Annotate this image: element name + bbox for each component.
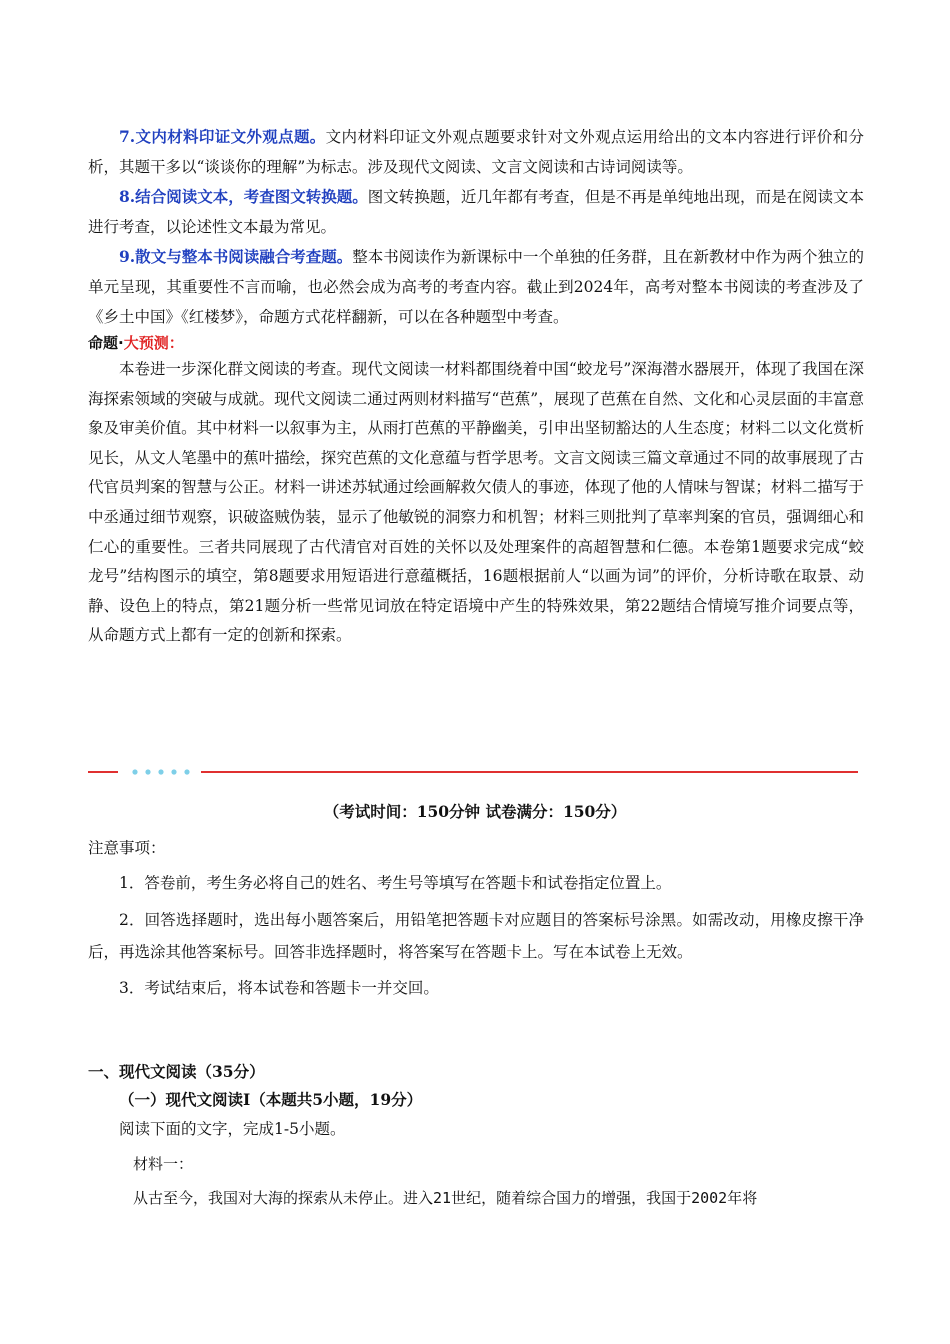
prediction-heading-red: 大预测 bbox=[123, 334, 169, 352]
prediction-heading-colon: ： bbox=[168, 334, 184, 352]
divider-dot-5 bbox=[184, 769, 189, 774]
section-divider bbox=[88, 764, 858, 780]
item-9-title: 9.散文与整本书阅读融合考查题。 bbox=[119, 247, 353, 266]
prediction-heading-black: 命题 bbox=[88, 334, 119, 352]
divider-dot-1 bbox=[132, 769, 137, 774]
prediction-heading-dot: · bbox=[118, 334, 124, 352]
section-title: 一、现代文阅读（35分） bbox=[88, 1062, 265, 1081]
item-7-title: 7.文内材料印证文外观点题。 bbox=[119, 127, 326, 146]
item-8-title: 8.结合阅读文本，考查图文转换题。 bbox=[119, 187, 368, 206]
section-subtitle: （一）现代文阅读Ⅰ（本题共5小题，19分） bbox=[119, 1090, 423, 1109]
prediction-paragraph: 本卷进一步深化群文阅读的考查。现代文阅读一材料都围绕着中国“蛟龙号”深海潜水器展开，体现了我国在深海探索领域的突破与成就。现代文阅读二通过两则材料描写“芭蕉”，展现了芭蕉在自然、文化和心灵层面的丰富意象及审美价值。其中材料一以叙事为主，从雨打芭蕉的平静幽美，引申出坚韧豁达的人生态度；材料二以文化赏析见长，从文人笔墨中的蕉叶描绘，探究芭蕉的文化意蕴与哲学思考。文言文阅读三篇文章通过不同的故事展现了古代官员判案的智慧与公正。材料一讲述苏轼通过绘画解救欠债人的事迹，体现了他的人情味与智谋；材料二描写于中丞通过细节观察，识破盗贼伪装，显示了他敏锐的洞察力和机智；材料三则批判了草率判案的官员，强调细心和仁心的重要性。三者共同展现了古代清官对百姓的关怀以及处理案件的高超智慧和仁德。本卷第1题要求完成“蛟龙号”结构图示的填空，第8题要求用短语进行意蕴概括，16题根据前人“以画为词”的评价，分析诗歌在取景、动静、设色上的特点，第21题分析一些常见词放在特定语境中产生的特殊效果，第22题结合情境写推介词要点等，从命题方式上都有一定的创新和探索。 bbox=[88, 360, 864, 645]
item-7 bbox=[88, 122, 864, 182]
item-8-text: 图文转换题，近几年都有考查，但是不再是单纯地出现，而是在阅读文本进行考查，以论述性文本最为常见。 bbox=[88, 188, 864, 236]
item-8 bbox=[88, 182, 864, 242]
notice-1: 1．答卷前，考生务必将自己的姓名、考生号等填写在答题卡和试卷指定位置上。 bbox=[119, 874, 672, 892]
exam-time-line: （考试时间：150分钟 试卷满分：150分） bbox=[323, 802, 627, 821]
divider-dot-4 bbox=[171, 769, 176, 774]
reading-instruction: 阅读下面的文字，完成1-5小题。 bbox=[119, 1120, 346, 1138]
notice-title: 注意事项： bbox=[88, 839, 166, 857]
prediction-heading bbox=[88, 331, 184, 355]
notice-2: 2．回答选择题时，选出每小题答案后，用铅笔把答题卡对应题目的答案标号涂黑。如需改动，用橡皮擦干净后，再选涂其他答案标号。回答非选择题时，将答案写在答题卡上。写在本试卷上无效。 bbox=[88, 911, 864, 961]
item-7-text: 文内材料印证文外观点题要求针对文外观点运用给出的文本内容进行评价和分析，其题干多以“谈谈你的理解”为标志。涉及现代文阅读、文言文阅读和古诗词阅读等。 bbox=[88, 128, 864, 176]
item-9-text: 整本书阅读作为新课标中一个单独的任务群，且在新教材中作为两个独立的单元呈现，其重要性不言而喻，也必然会成为高考的考查内容。截止到2024年，高考对整本书阅读的考查涉及了《乡土中国》《红楼梦》，命题方式花样翻新，可以在各种题型中考查。 bbox=[88, 248, 864, 326]
divider-dot-3 bbox=[158, 769, 163, 774]
material-first-line: 从古至今，我国对大海的探索从未停止。进入21世纪，随着综合国力的增强，我国于2002年将 bbox=[133, 1189, 758, 1207]
notice-3: 3．考试结束后，将本试卷和答题卡一并交回。 bbox=[119, 979, 439, 997]
divider-dot-2 bbox=[145, 769, 150, 774]
material-label: 材料一： bbox=[133, 1155, 194, 1173]
item-9 bbox=[88, 242, 864, 332]
